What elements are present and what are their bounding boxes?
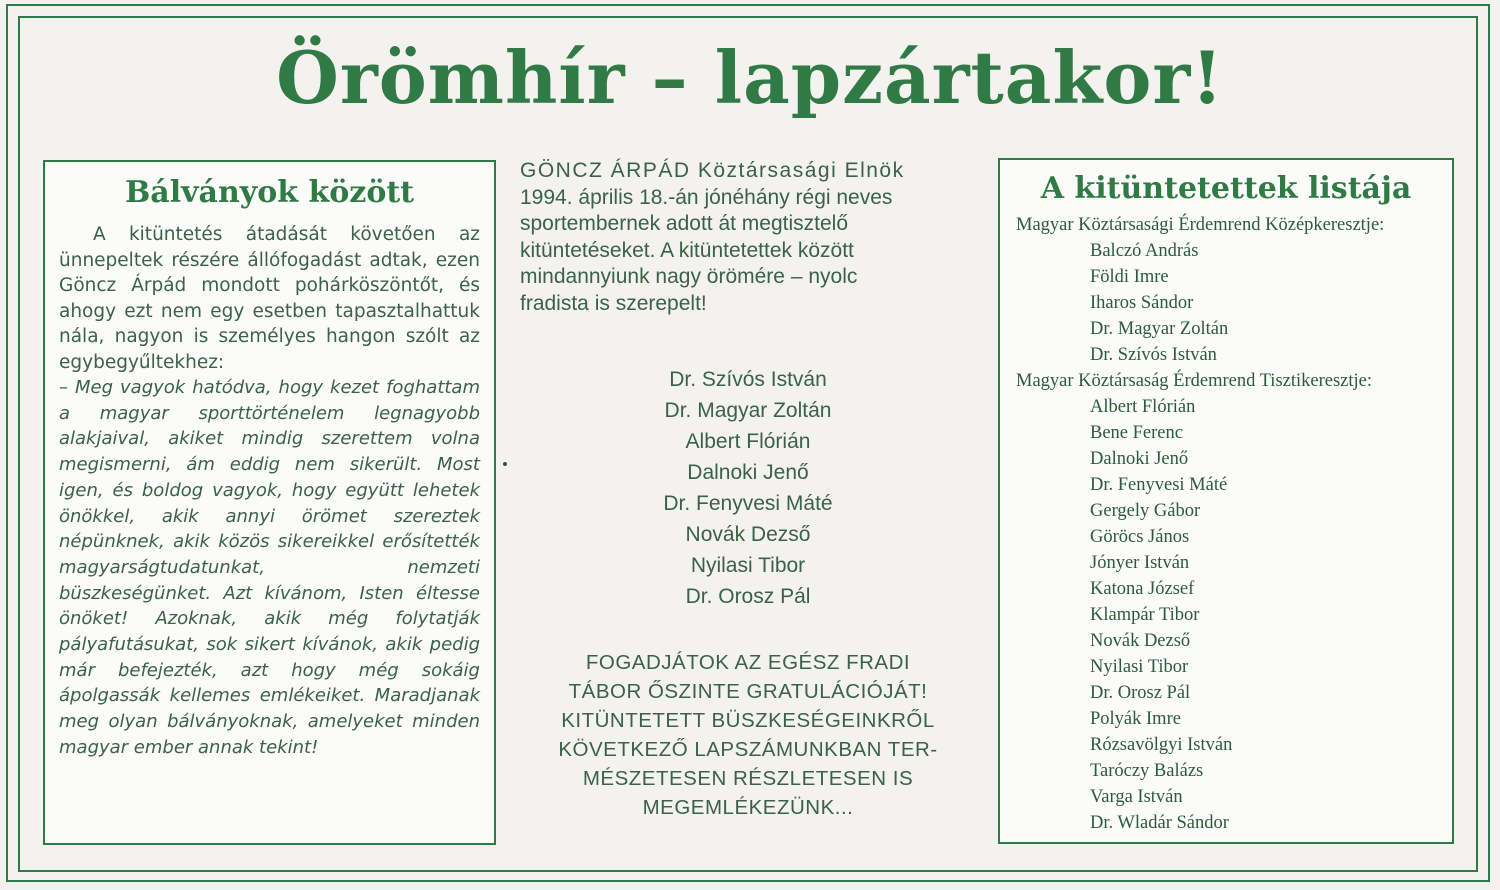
honoree-name: Dr. Orosz Pál — [685, 584, 811, 608]
awardee-name: Iharos Sándor — [1090, 293, 1194, 313]
awardee-name: Balczó András — [1090, 241, 1199, 261]
closing-line: KITÜNTETETT BÜSZKESÉGEINKRŐL — [561, 708, 935, 732]
left-box — [43, 160, 496, 845]
closing-line: MÉSZETESEN RÉSZLETESEN IS — [582, 766, 914, 790]
awardee-name: Nyilasi Tibor — [1090, 657, 1189, 677]
center-column — [510, 158, 986, 822]
honoree-name: Albert Flórián — [685, 429, 811, 453]
intro-line: GÖNCZ ÁRPÁD Köztársasági Elnök — [520, 159, 905, 182]
awardee-name: Bene Ferenc — [1090, 423, 1183, 443]
intro-line: mindannyiunk nagy örömére – nyolc — [520, 265, 858, 289]
left-box-quote: – Meg vagyok hatódva, hogy kezet foghattam a magyar sporttörténelem legnagyobb alakjaival, akiket mindig szerettem volna megismerni, ám eddig nem sikerült. Most igen, és boldog vagyok, hogy együtt lehetek önökkel, akik annyi örömet szereztek népünknek, akik közös sikereikkel erősítették magyarságtudatunkat, nemzeti büszkeségünket. Azt kívánom, Isten éltesse önöket! Azoknak, akik még folytatják pályafutásukat, sok sikert kívánok, akik pedig már befejezték, azt hogy még sokáig ápolgassák kellemes emlékeiket. Maradjanak meg olyan bálványoknak, amelyeket minden magyar ember annak tekint! — [59, 377, 480, 758]
left-box-title: Bálványok között — [124, 175, 415, 210]
fradi-honoree-list — [510, 364, 986, 612]
honoree-name: Dr. Fenyvesi Máté — [663, 491, 833, 515]
closing-line: KÖVETKEZŐ LAPSZÁMUNKBAN TER- — [558, 737, 938, 761]
awardee-name: Dr. Szívós István — [1090, 345, 1217, 365]
closing-line: TÁBOR ŐSZINTE GRATULÁCIÓJÁT! — [568, 679, 928, 703]
awardee-name: Taróczy Balázs — [1090, 761, 1204, 781]
awardee-name: Polyák Imre — [1090, 709, 1181, 729]
awardee-name: Rózsavölgyi István — [1090, 735, 1233, 755]
awardee-name: Katona József — [1090, 579, 1195, 599]
intro-line: 1994. április 18.-án jónéhány régi neves — [520, 185, 893, 209]
closing-line: MEGEMLÉKEZÜNK... — [642, 795, 854, 819]
awardee-name: Varga István — [1090, 787, 1183, 807]
awardee-name: Klampár Tibor — [1090, 605, 1200, 625]
awardee-name: Dalnoki Jenő — [1090, 449, 1189, 469]
awardee-name: Jónyer István — [1090, 553, 1190, 573]
awardee-name: Novák Dezső — [1090, 631, 1191, 651]
awardee-name: Albert Flórián — [1090, 397, 1196, 417]
awardee-name: Földi Imre — [1090, 267, 1169, 287]
closing-line: FOGADJÁTOK AZ EGÉSZ FRADI — [585, 650, 911, 674]
center-intro — [510, 158, 986, 318]
honoree-name: Dr. Magyar Zoltán — [664, 398, 832, 422]
awardee-name: Dr. Fenyvesi Máté — [1090, 475, 1228, 495]
separator-dot — [503, 462, 507, 466]
right-box — [998, 158, 1454, 844]
left-box-paragraph: A kitüntetés átadását követően az ünnepeltek részére állófogadást adtak, ezen Göncz Árpád mondott pohárköszöntőt, és ahogy ezt nem egy esetben tapasztalhattuk nála, nagyon is személyes hangon szólt az egybegyűltekhez: — [59, 224, 480, 373]
headline: Örömhír – lapzártakor! — [276, 35, 1224, 120]
award-category: Magyar Köztársaság Érdemrend Tisztikeresztje: — [1016, 371, 1373, 391]
honoree-name: Dr. Szívós István — [669, 367, 827, 391]
award-list-1 — [1016, 238, 1436, 368]
awardee-name: Dr. Orosz Pál — [1090, 683, 1191, 703]
intro-line: kitüntetéseket. A kitüntetettek között — [520, 238, 854, 262]
honoree-name: Novák Dezső — [685, 522, 811, 546]
intro-line: sportembernek adott át megtisztelő — [520, 212, 849, 236]
award-list-2 — [1016, 394, 1436, 836]
honoree-name: Nyilasi Tibor — [690, 553, 806, 577]
intro-line: fradista is szerepelt! — [520, 291, 707, 315]
right-box-title: A kitüntetettek listája — [1040, 171, 1412, 206]
awardee-name: Dr. Wladár Sándor — [1090, 813, 1229, 833]
closing-message — [510, 648, 986, 822]
award-category: Magyar Köztársasági Érdemrend Középkeresztje: — [1016, 215, 1385, 235]
honoree-name: Dalnoki Jenő — [687, 460, 809, 484]
awardee-name: Göröcs János — [1090, 527, 1190, 547]
awardee-name: Dr. Magyar Zoltán — [1090, 319, 1229, 339]
awardee-name: Gergely Gábor — [1090, 501, 1201, 521]
